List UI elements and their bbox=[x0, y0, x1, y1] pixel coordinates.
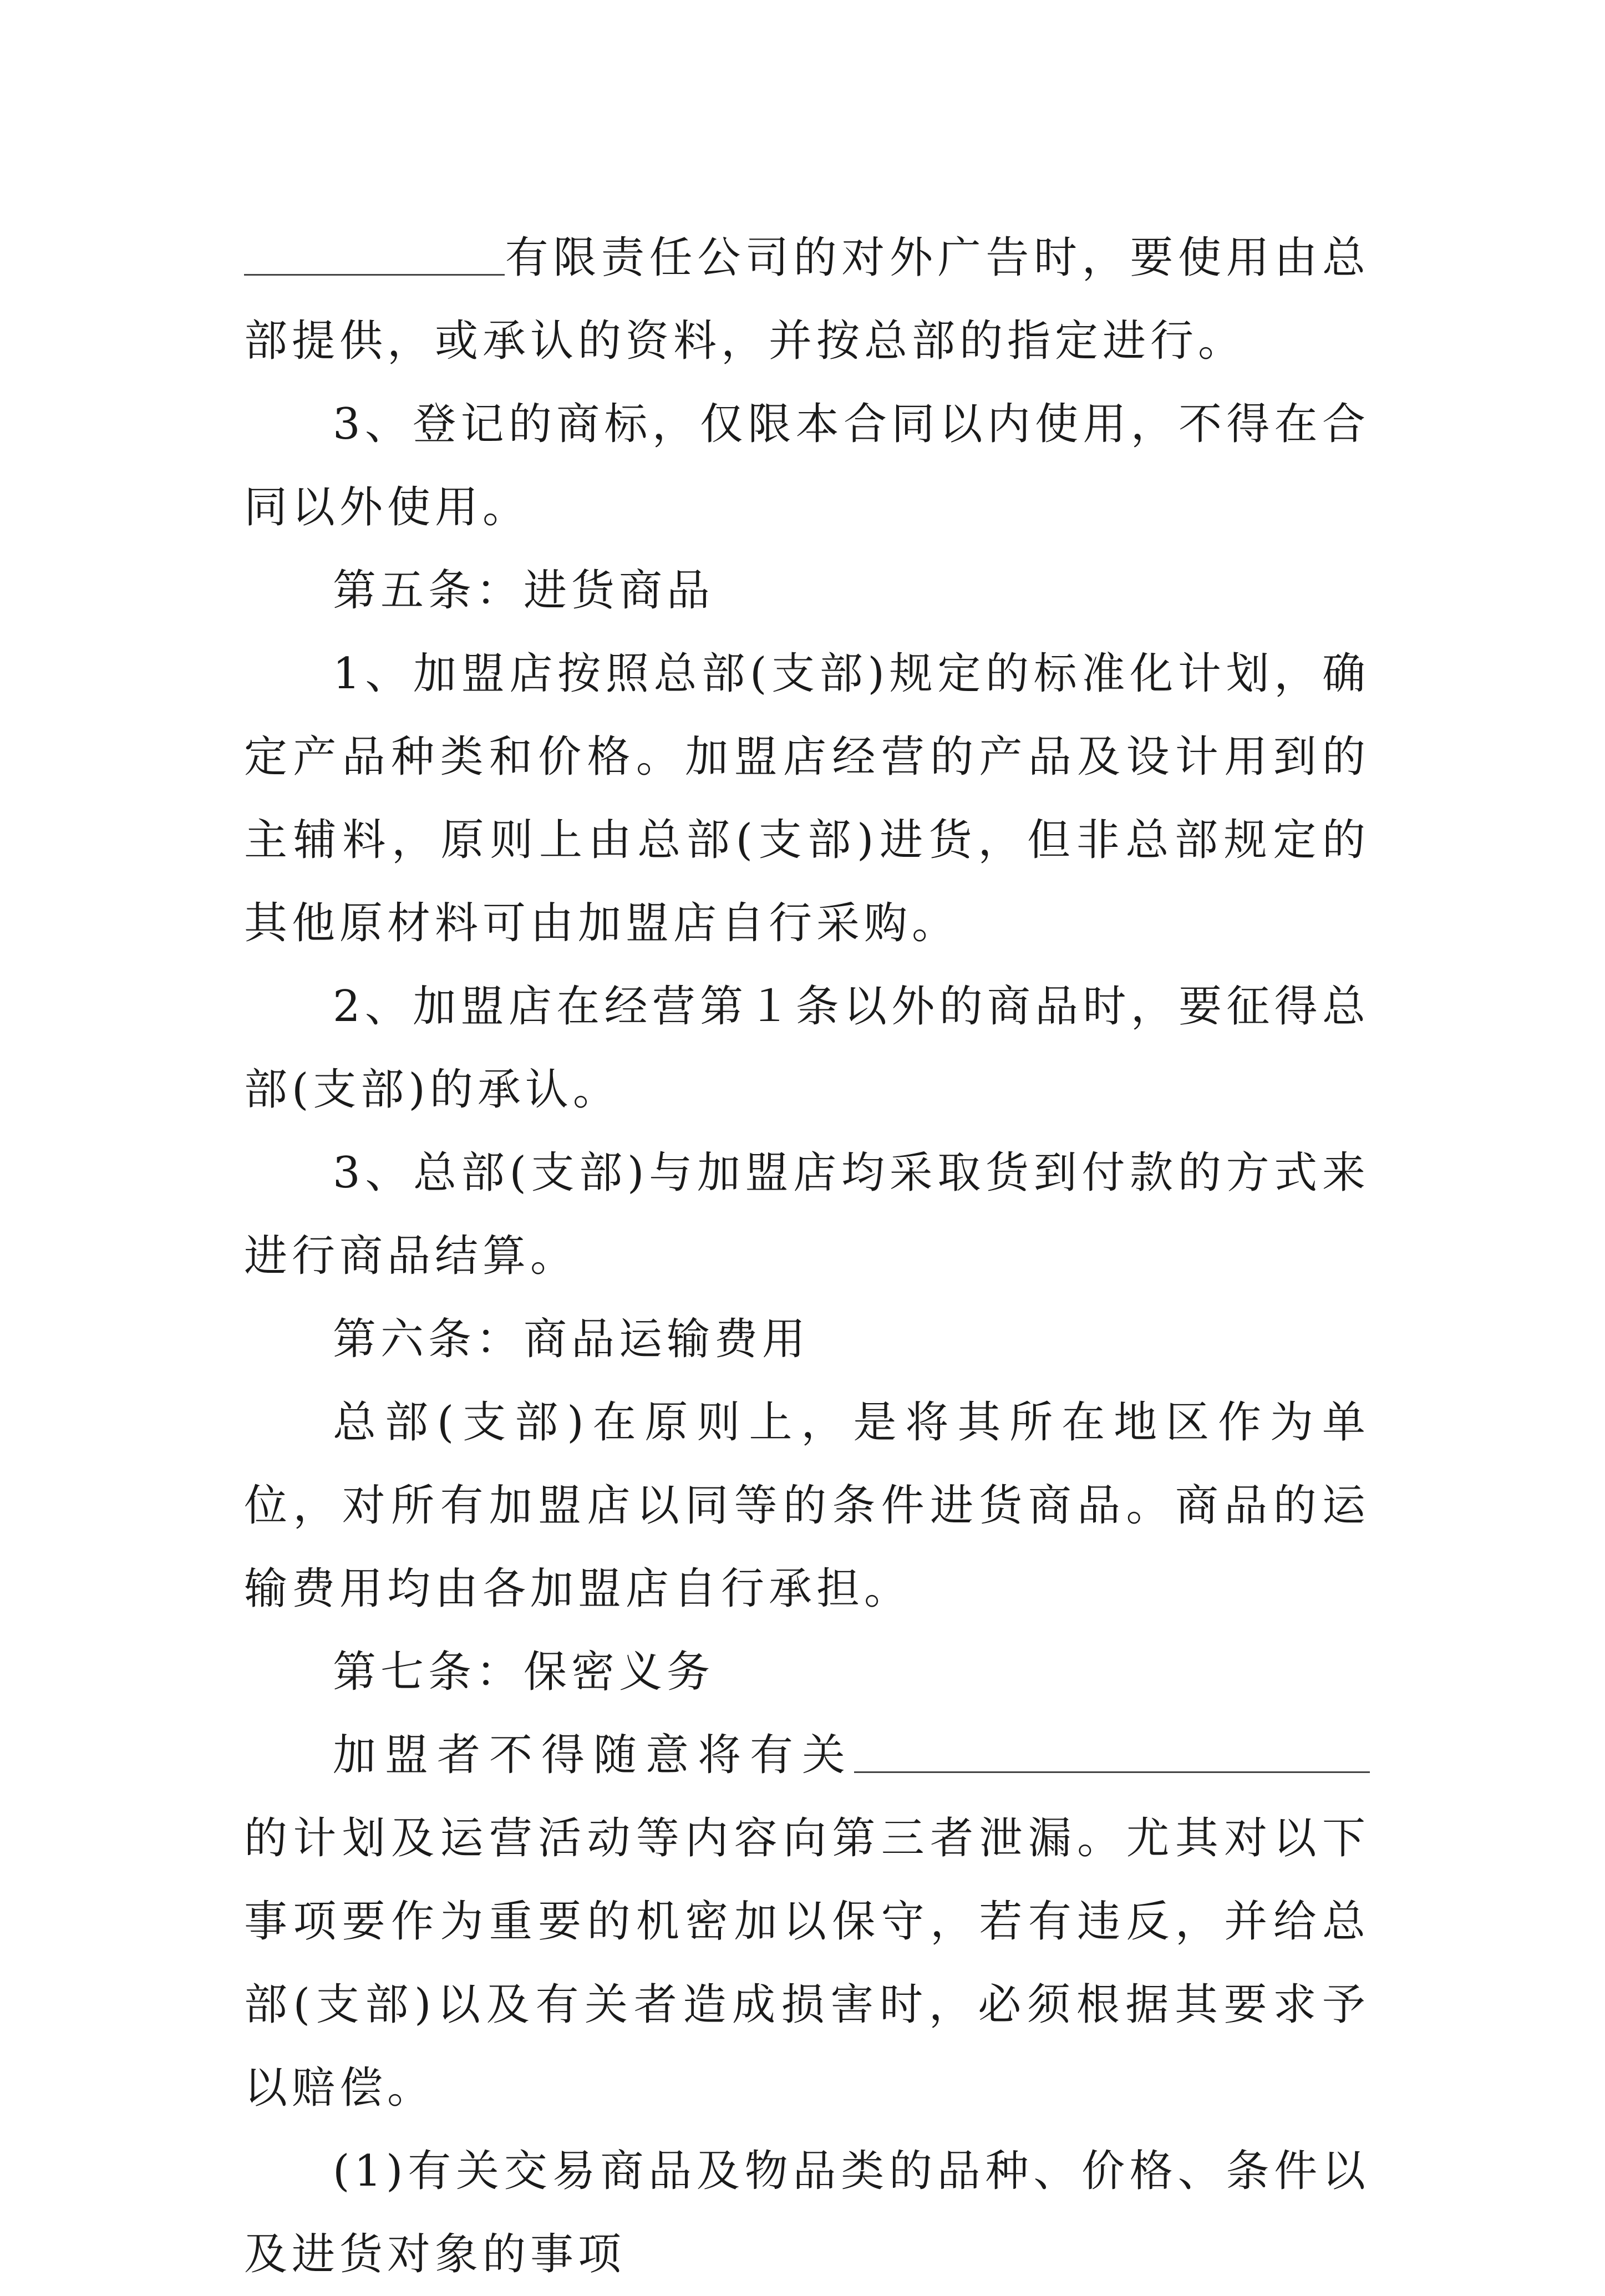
article-6-body: 总部(支部)在原则上，是将其所在地区作为单位，对所有加盟店以同等的条件进货商品。商品的运输费用均由各加盟店自行承担。 bbox=[244, 1398, 1370, 1614]
article-7-heading: 第七条：保密义务 bbox=[333, 1647, 715, 1697]
article-7-body bbox=[244, 1714, 1370, 2130]
article-7-item-1: (1)有关交易商品及物品类的品种、价格、条件以及进货对象的事项 bbox=[244, 2146, 1370, 2279]
article-5-item-1: 1、加盟店按照总部(支部)规定的标准化计划，确定产品种类和价格。加盟店经营的产品及设计用到的主辅料，原则上由总部(支部)进货，但非总部规定的其他原材料可由加盟店自行采购。 bbox=[244, 649, 1370, 948]
clause-trademark: 3、登记的商标，仅限本合同以内使用，不得在合同以外使用。 bbox=[244, 399, 1370, 532]
fill-in-blank[interactable] bbox=[854, 1727, 1370, 1773]
article-5-heading: 第五条：进货商品 bbox=[333, 566, 715, 616]
article-6-heading: 第六条：商品运输费用 bbox=[333, 1314, 810, 1364]
article-7-text-start: 加盟者不得随意将有关 bbox=[333, 1730, 854, 1780]
paragraph-text: 有限责任公司的对外广告时，要使用由总部提供，或承认的资料，并按总部的指定进行。 bbox=[244, 233, 1370, 366]
fill-in-blank[interactable] bbox=[244, 230, 505, 276]
document-page bbox=[244, 216, 1370, 2296]
article-5-item-2: 2、加盟店在经营第１条以外的商品时，要征得总部(支部)的承认。 bbox=[244, 982, 1370, 1115]
article-7-text-end: 的计划及运营活动等内容向第三者泄漏。尤其对以下事项要作为重要的机密加以保守，若有违反，并给总部(支部)以及有关者造成损害时，必须根据其要求予以赔偿。 bbox=[244, 1814, 1370, 2113]
article-5-item-3: 3、总部(支部)与加盟店均采取货到付款的方式来进行商品结算。 bbox=[244, 1148, 1370, 1281]
paragraph-advertising bbox=[244, 216, 1370, 383]
